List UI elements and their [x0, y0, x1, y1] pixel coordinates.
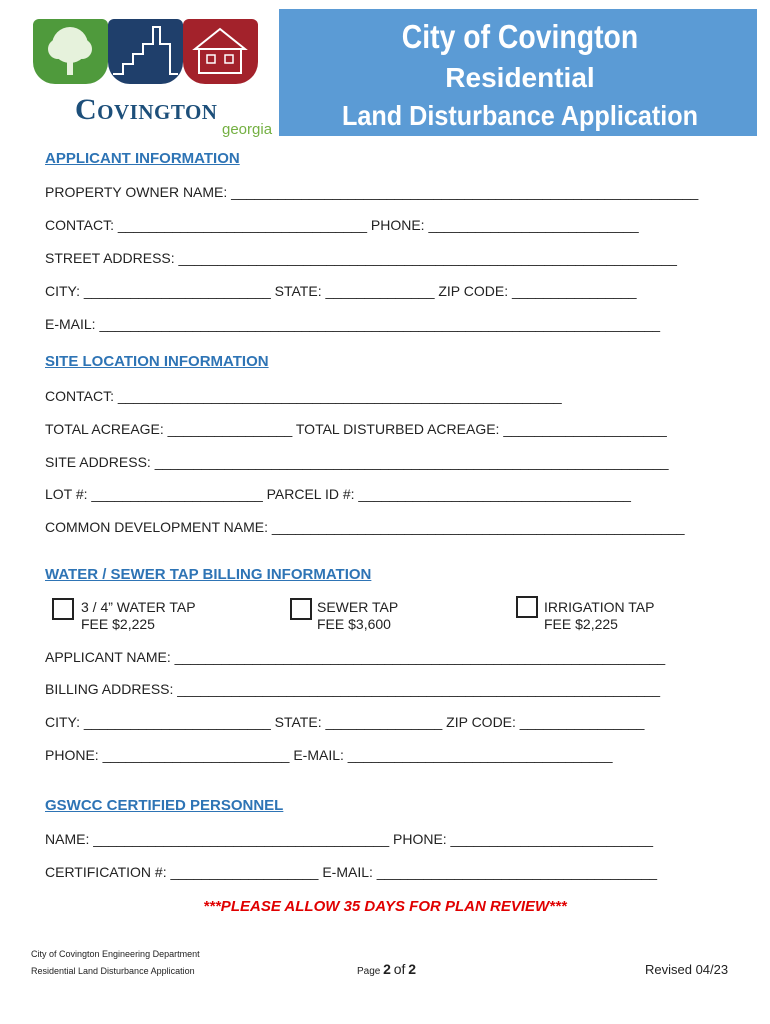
skyline-panel-icon	[108, 19, 183, 84]
sewer-tap-label: SEWER TAP	[317, 599, 399, 615]
billing-phone-email-field[interactable]: PHONE: ________________________ E-MAIL: __________________________________	[45, 747, 613, 763]
irrigation-tap-fee: FEE $2,225	[544, 616, 618, 632]
section-water-heading: WATER / SEWER TAP BILLING INFORMATION	[45, 566, 372, 583]
water-tap-label: 3 / 4” WATER TAP	[81, 599, 196, 615]
lot-parcel-field[interactable]: LOT #: ______________________ PARCEL ID #: ___________________________________	[45, 486, 631, 502]
street-address-field[interactable]: STREET ADDRESS: ________________________________________________________________	[45, 250, 677, 266]
gswcc-cert-email-field[interactable]: CERTIFICATION #: ___________________ E-MAIL: ____________________________________	[45, 864, 658, 880]
email-field[interactable]: E-MAIL: ________________________________________________________________________	[45, 316, 661, 332]
page-total: 2	[408, 961, 416, 977]
water-tap-checkbox[interactable]	[52, 598, 74, 620]
acreage-field[interactable]: TOTAL ACREAGE: ________________ TOTAL DISTURBED ACREAGE: _____________________	[45, 421, 667, 437]
section-applicant-heading: APPLICANT INFORMATION	[45, 150, 240, 167]
irrigation-tap-label: IRRIGATION TAP	[544, 599, 655, 615]
billing-address-field[interactable]: BILLING ADDRESS: ______________________________________________________________	[45, 681, 661, 697]
footer-department: City of Covington Engineering Department	[31, 949, 200, 959]
page-number	[357, 961, 416, 977]
page-title: City of Covington	[401, 18, 639, 55]
footer-document: Residential Land Disturbance Application	[31, 966, 195, 976]
common-development-field[interactable]: COMMON DEVELOPMENT NAME: _____________________________________________________	[45, 519, 685, 535]
billing-applicant-name-field[interactable]: APPLICANT NAME: _______________________________________________________________	[45, 649, 666, 665]
water-tap-fee: FEE $2,225	[81, 616, 155, 632]
page-subtitle-2: Land Disturbance Application	[341, 100, 699, 131]
site-address-field[interactable]: SITE ADDRESS: __________________________________________________________________	[45, 454, 669, 470]
page-current: 2	[383, 961, 391, 977]
section-site-heading: SITE LOCATION INFORMATION	[45, 353, 269, 370]
gswcc-name-phone-field[interactable]: NAME: ______________________________________ PHONE: __________________________	[45, 831, 653, 847]
billing-city-state-zip-field[interactable]: CITY: ________________________ STATE: _______________ ZIP CODE: ________________	[45, 714, 645, 730]
sewer-tap-option	[317, 599, 398, 633]
page-subtitle: Residential	[445, 62, 595, 93]
section-gswcc-heading: GSWCC CERTIFIED PERSONNEL	[45, 797, 284, 814]
page-prefix: Page	[357, 966, 381, 977]
house-panel-icon	[183, 19, 258, 84]
page-of: of	[393, 961, 406, 977]
logo-wordmark: Covington	[75, 93, 218, 126]
water-tap-option	[81, 599, 196, 633]
tree-panel-icon	[33, 19, 108, 84]
logo-subtext: georgia	[222, 121, 273, 138]
plan-review-notice: ***PLEASE ALLOW 35 DAYS FOR PLAN REVIEW***	[203, 898, 567, 915]
city-state-zip-field[interactable]: CITY: ________________________ STATE: ______________ ZIP CODE: ________________	[45, 283, 637, 299]
owner-name-field[interactable]: PROPERTY OWNER NAME: ____________________________________________________________	[45, 184, 699, 200]
contact-phone-field[interactable]: CONTACT: ________________________________ PHONE: ___________________________	[45, 217, 639, 233]
irrigation-tap-checkbox[interactable]	[516, 596, 538, 618]
irrigation-tap-option	[544, 599, 654, 633]
revision-date: Revised 04/23	[645, 962, 729, 977]
sewer-tap-fee: FEE $3,600	[317, 616, 391, 632]
sewer-tap-checkbox[interactable]	[290, 598, 312, 620]
city-logo	[9, 9, 279, 136]
site-contact-field[interactable]: CONTACT: _________________________________________________________	[45, 388, 562, 404]
